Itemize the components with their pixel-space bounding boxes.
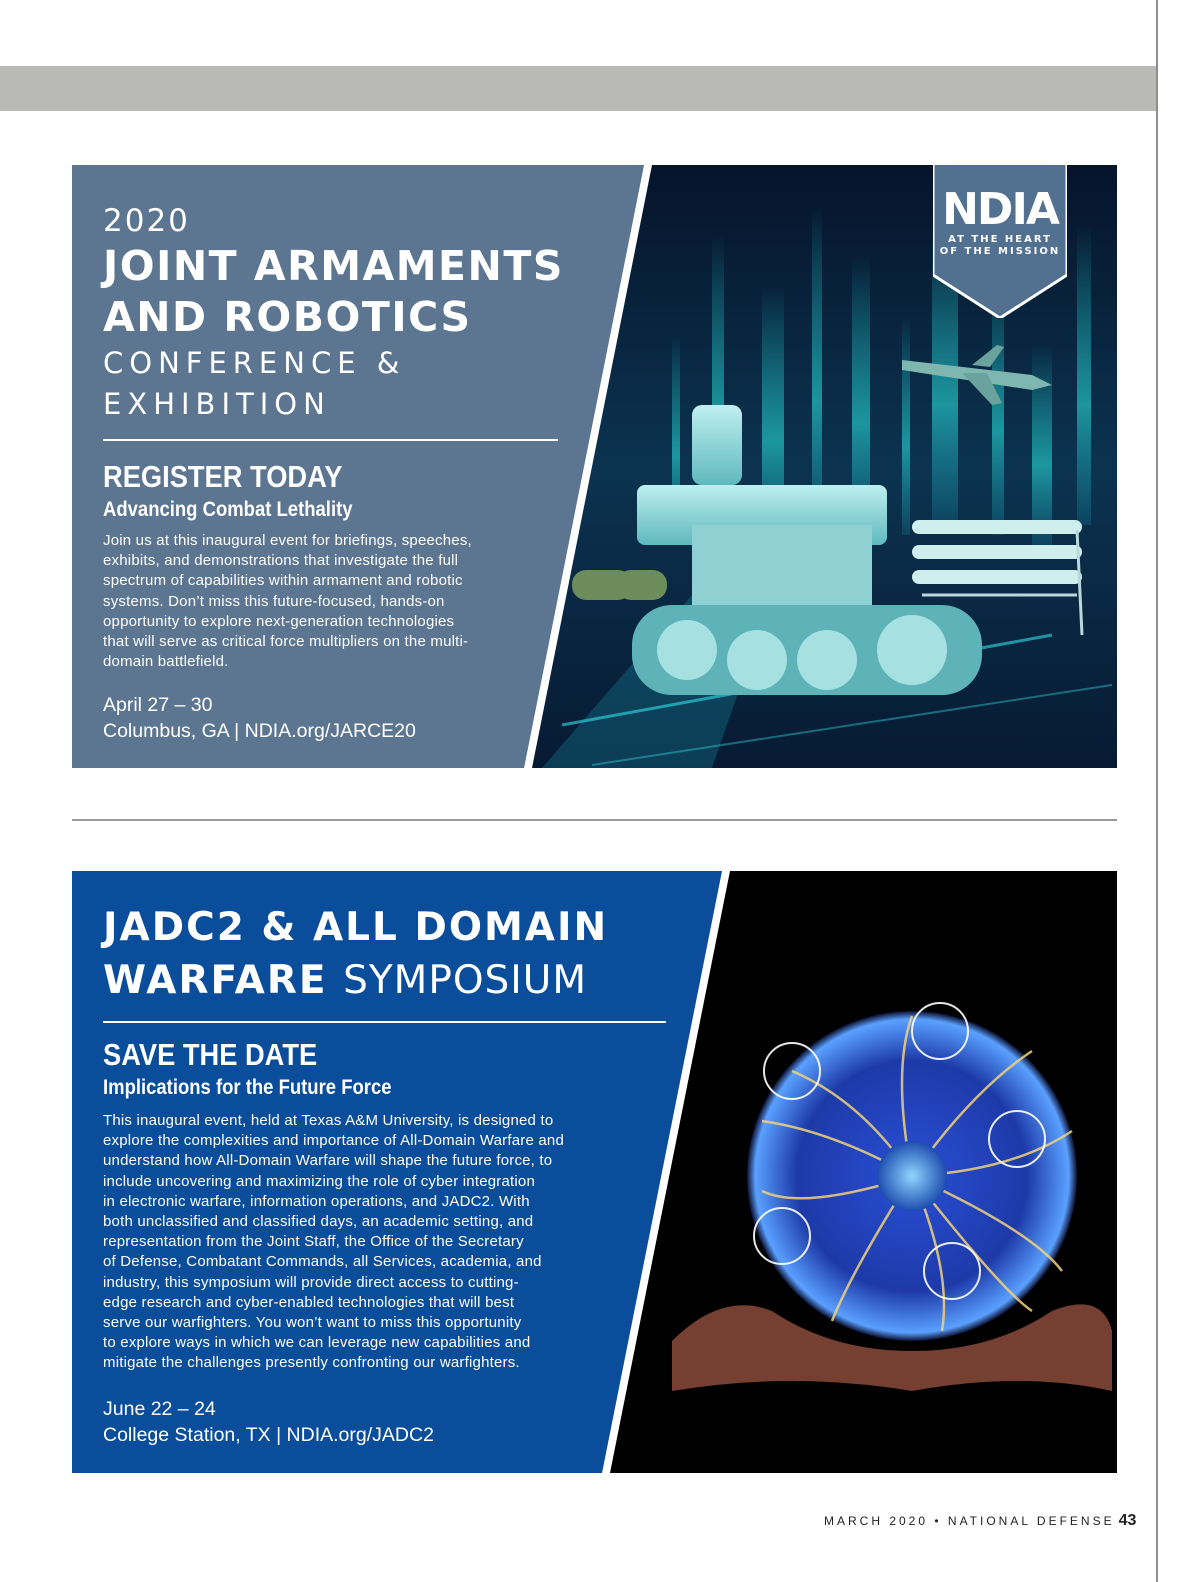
event-tagline: Advancing Combat Lethality — [103, 498, 353, 521]
symposium-tagline: Implications for the Future Force — [103, 1076, 392, 1099]
jadc2-advertisement — [72, 871, 1117, 1473]
event-dates: April 27 – 30 — [103, 694, 213, 717]
symposium-location-link[interactable]: College Station, TX | NDIA.org/JADC2 — [103, 1423, 434, 1446]
ndia-motto: AT THE HEART OF THE MISSION — [939, 234, 1061, 257]
event-location-link[interactable]: Columbus, GA | NDIA.org/JARCE20 — [103, 720, 416, 743]
symposium-description: This inaugural event, held at Texas A&M University, is designed to explore the complexities and importance of All-Domain Warfare and understand how All-Domain Warfare will shape the future force, to include uncovering and maximizing the role of cyber integration in electronic warfare, information operations, and JADC2. With both unclassified and classified days, an academic setting, and representation from the Joint Staff, the Office of the Secretary of Defense, Combatant Commands, all Services, academia, and industry, this symposium will provide direct access to cutting- edge research and cyber-enabled technologies that will best serve our warfighters. You won’t want to miss this opportunity to explore ways in which we can leverage new capabilities and mitigate the challenges presently confronting our warfighters. — [103, 1112, 564, 1372]
section-divider — [72, 819, 1117, 821]
jarce-advertisement — [72, 165, 1117, 768]
ad1-rule — [103, 439, 558, 441]
ndia-badge — [933, 165, 1067, 318]
event-subtitle: CONFERENCE & EXHIBITION — [103, 346, 406, 421]
register-today-heading: REGISTER TODAY — [103, 459, 343, 494]
event-title: JOINT ARMAMENTS AND ROBOTICS — [103, 242, 564, 341]
top-gray-band — [0, 66, 1156, 111]
symposium-dates: June 22 – 24 — [103, 1397, 216, 1420]
page-number: 43 — [1118, 1512, 1137, 1529]
symposium-title: JADC2 & ALL DOMAIN WARFARE SYMPOSIUM — [103, 905, 609, 1003]
ad2-content — [103, 901, 703, 1448]
event-description: Join us at this inaugural event for briefings, speeches, exhibits, and demonstrations that investigate the full spectrum of capabilities within armament and robotic systems. Don’t miss this future-focused, hands-on opportunity to explore next-generation technologies that will serve as critical force multipliers on the multi- domain battlefield. — [103, 532, 472, 671]
footer-issue: MARCH 2020 • NATIONAL DEFENSE — [824, 1514, 1115, 1528]
save-the-date-heading: SAVE THE DATE — [103, 1037, 318, 1072]
ad1-content — [103, 203, 623, 744]
ndia-logo: NDIA — [942, 184, 1058, 235]
event-year: 2020 — [103, 203, 190, 239]
page-edge-rule — [1156, 0, 1158, 1582]
ad2-rule — [103, 1021, 666, 1023]
page-footer — [824, 1512, 1137, 1530]
